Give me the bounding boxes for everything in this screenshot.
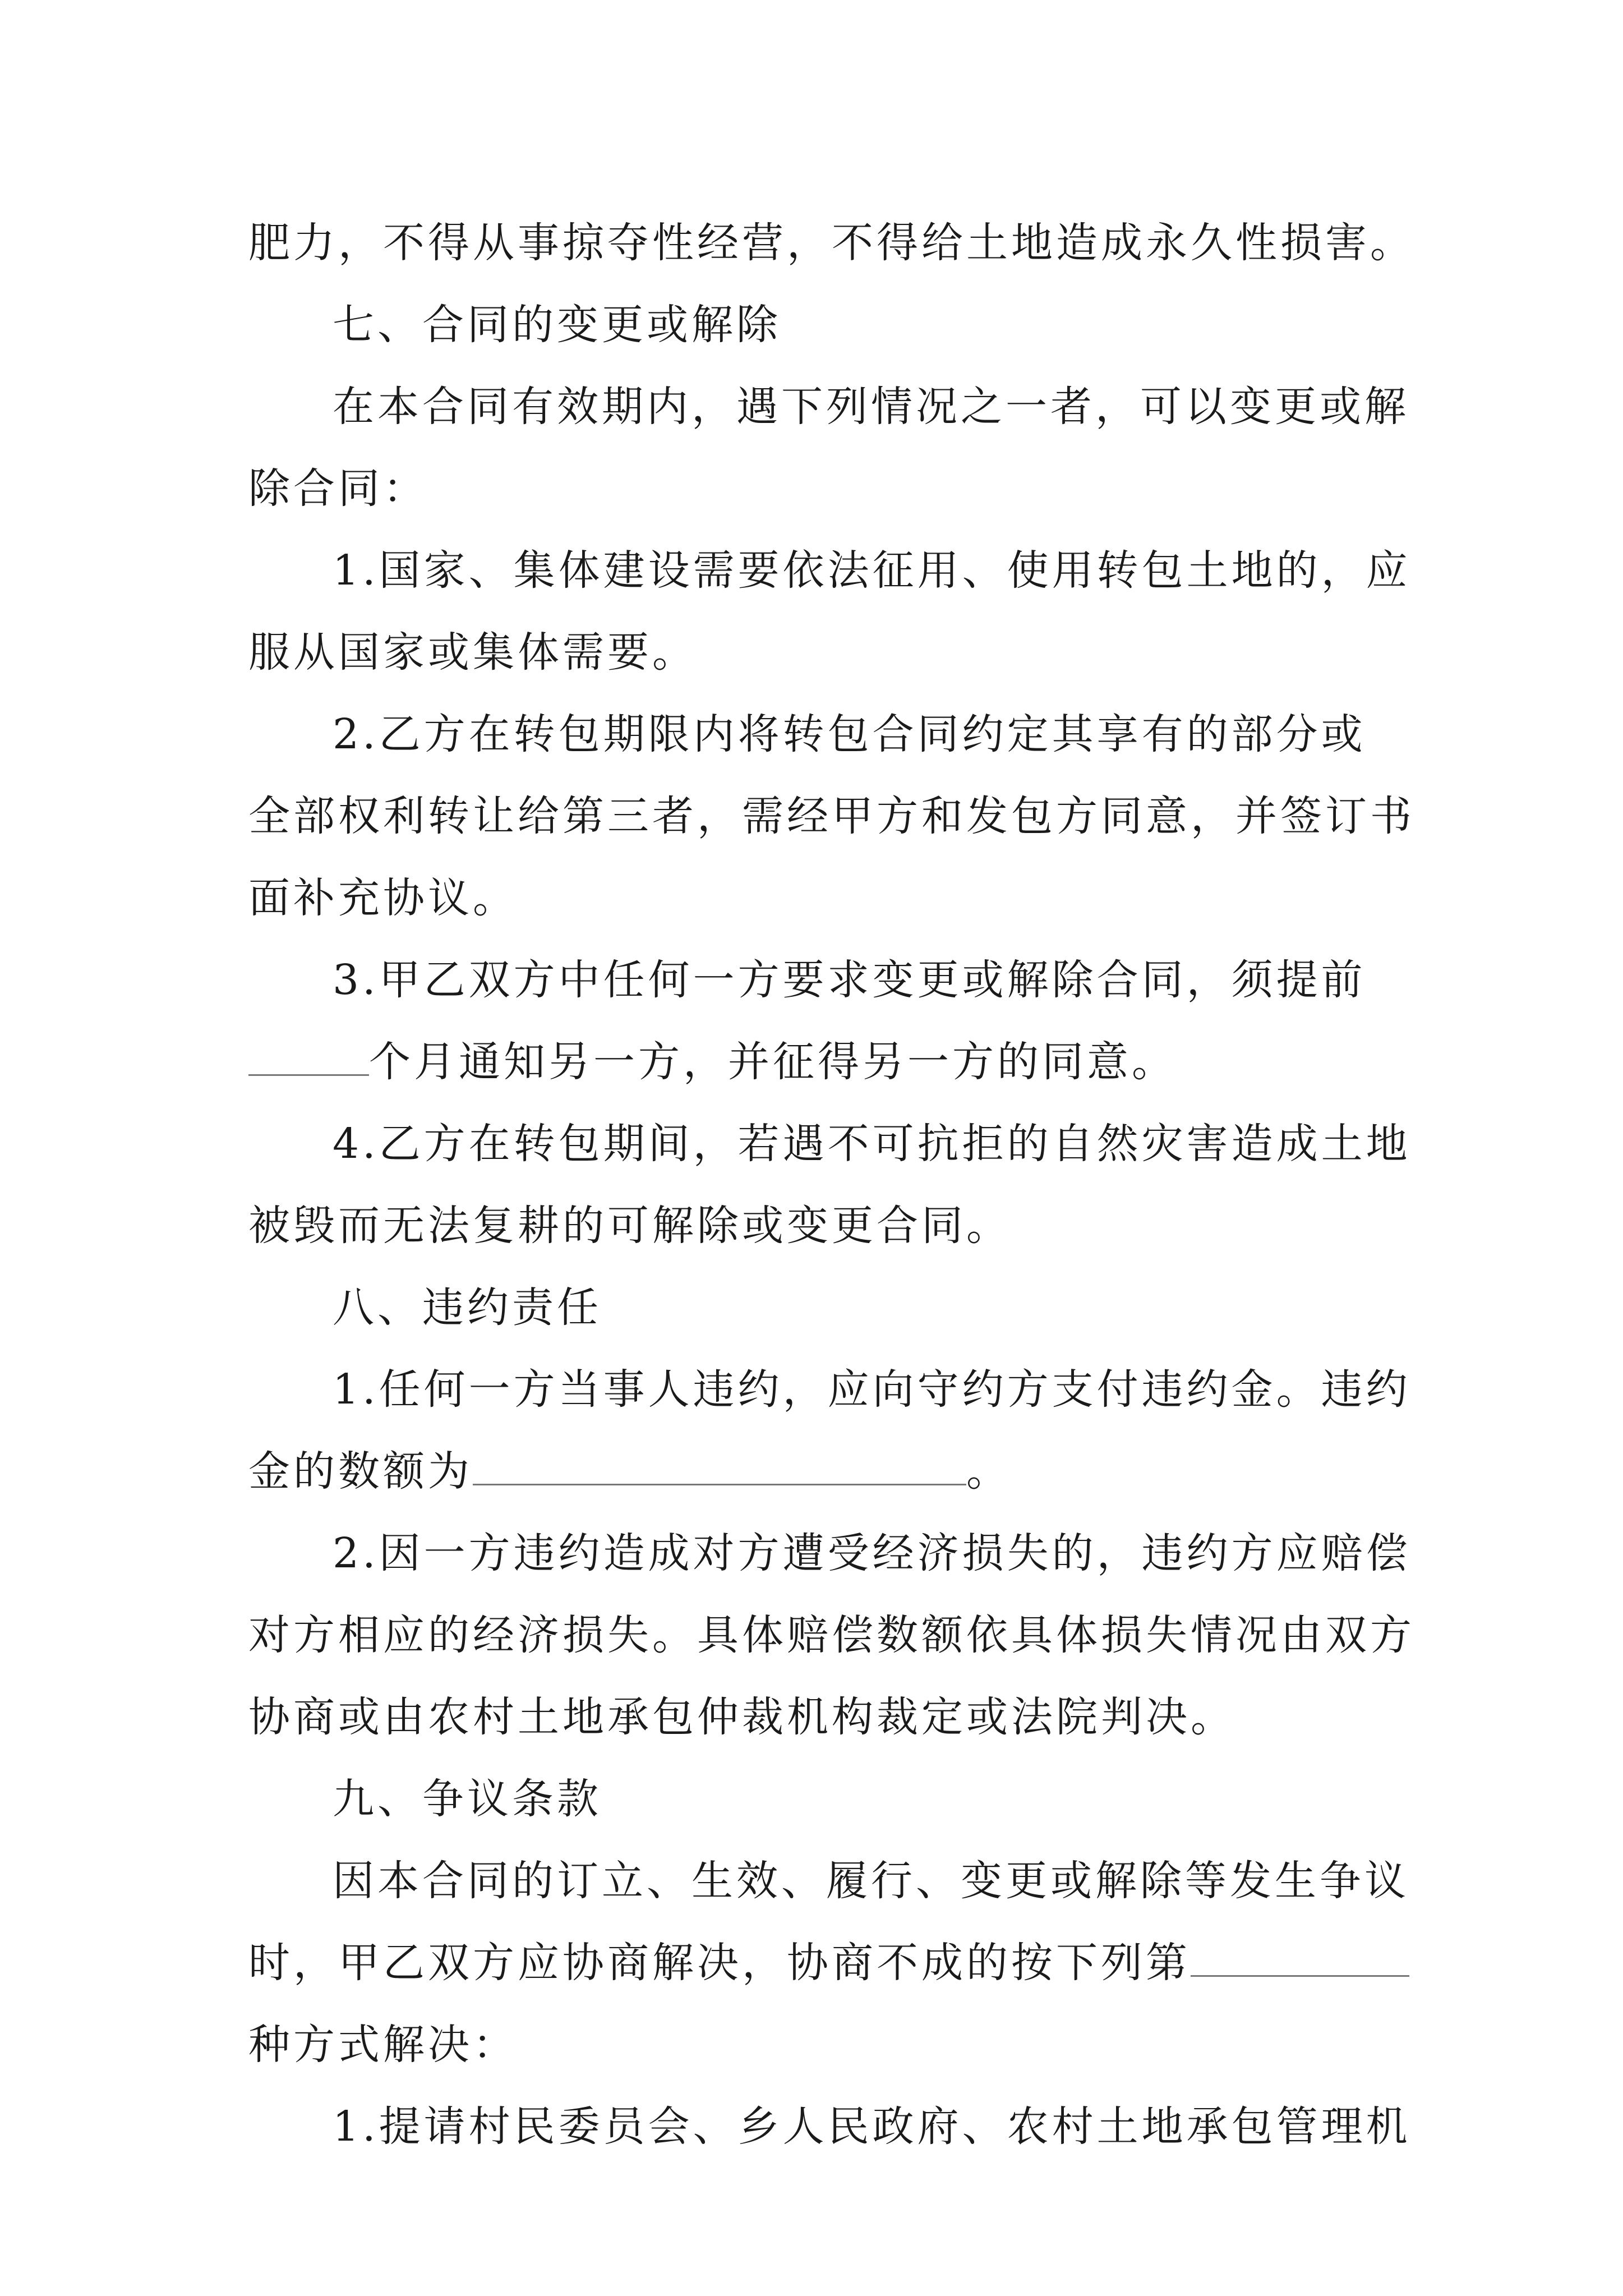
clause-line: 4.乙方在转包期间，若遇不可抗拒的自然灾害造成土地 <box>333 1120 1411 1168</box>
clause-line: 2.乙方在转包期限内将转包合同约定其享有的部分或 <box>333 710 1366 758</box>
paragraph-line: 面补充协议。 <box>248 874 518 922</box>
paragraph-line-with-blank <box>248 1922 1393 2004</box>
line-text: 时，甲乙双方应协商解决，协商不成的按下列第 <box>248 1939 1191 1987</box>
paragraph-line: 被毁而无法复耕的可解除或变更合同。 <box>248 1202 1011 1250</box>
section-heading-8: 八、违约责任 <box>333 1283 602 1332</box>
line-text: 。 <box>966 1447 1011 1496</box>
fill-in-blank-method <box>1191 1941 1409 1977</box>
line-text: 个月通知另一方，并征得另一方的同意。 <box>369 1038 1177 1086</box>
paragraph-line: 在本合同有效期内，遇下列情况之一者，可以变更或解 <box>333 383 1409 431</box>
paragraph-line: 全部权利转让给第三者，需经甲方和发包方同意，并签订书 <box>248 792 1415 840</box>
paragraph-line: 种方式解决： <box>248 2021 518 2069</box>
paragraph-line: 服从国家或集体需要。 <box>248 628 697 677</box>
clause-line: 1.任何一方当事人违约，应向守约方支付违约金。违约 <box>333 1365 1411 1414</box>
clause-line: 2.因一方违约造成对方遭受经济损失的，违约方应赔偿 <box>333 1529 1411 1577</box>
paragraph-line-with-blank <box>248 1430 1393 1512</box>
paragraph-line: 肥力，不得从事掠夺性经营，不得给土地造成永久性损害。 <box>248 219 1415 267</box>
paragraph-line-with-blank <box>248 1021 1393 1103</box>
contract-body <box>248 202 1415 2168</box>
fill-in-blank-months <box>248 1041 369 1076</box>
paragraph-line: 因本合同的订立、生效、履行、变更或解除等发生争议 <box>333 1857 1409 1905</box>
paragraph-line: 除合同： <box>248 464 428 513</box>
section-heading-7: 七、合同的变更或解除 <box>333 301 781 349</box>
clause-line: 1.提请村民委员会、乡人民政府、农村土地承包管理机 <box>333 2102 1411 2151</box>
section-heading-9: 九、争议条款 <box>333 1775 602 1823</box>
line-text: 金的数额为 <box>248 1447 473 1496</box>
paragraph-line: 协商或由农村土地承包仲裁机构裁定或法院判决。 <box>248 1693 1235 1741</box>
clause-line: 1.国家、集体建设需要依法征用、使用转包土地的，应 <box>333 546 1411 595</box>
fill-in-blank-penalty-amount <box>473 1450 966 1485</box>
paragraph-line: 对方相应的经济损失。具体赔偿数额依具体损失情况由双方 <box>248 1611 1415 1659</box>
clause-line: 3.甲乙双方中任何一方要求变更或解除合同，须提前 <box>333 956 1366 1004</box>
